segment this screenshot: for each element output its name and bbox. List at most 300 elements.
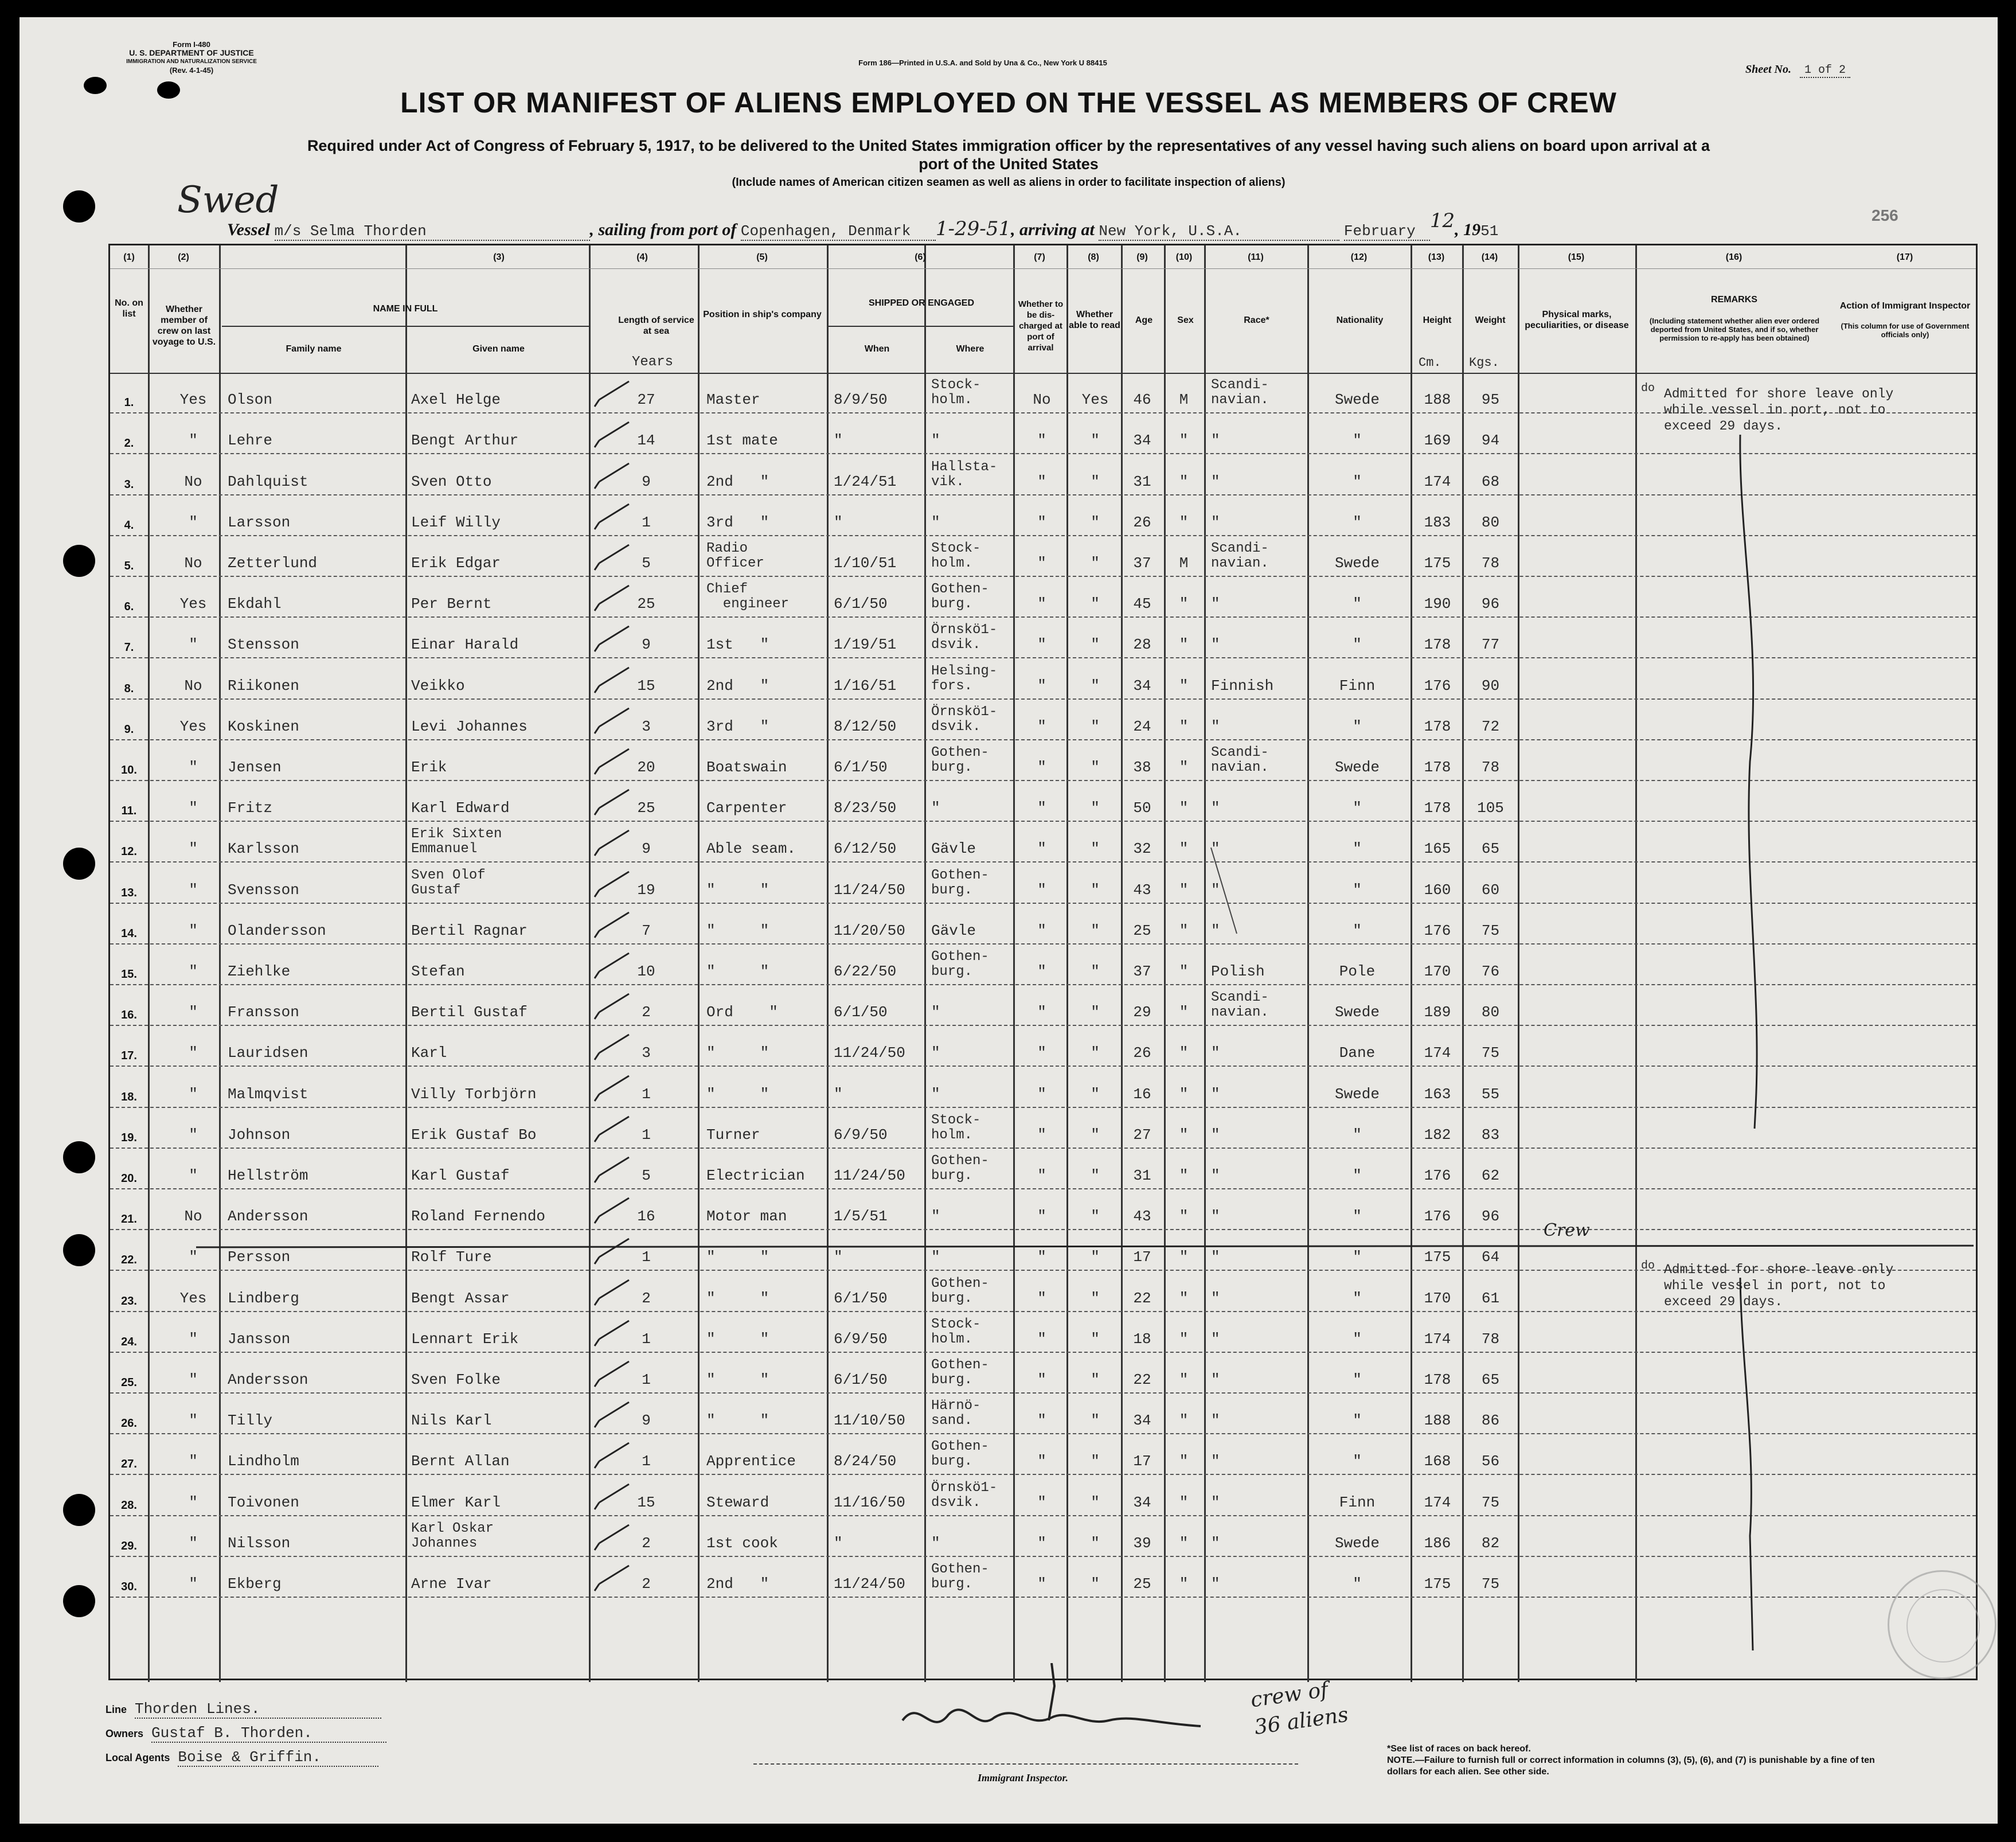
cell-race: Scandi- navian. (1211, 990, 1269, 1021)
cell-sex: " (1179, 799, 1189, 817)
cell-weight: 55 (1481, 1085, 1500, 1103)
cell-disch: " (1037, 473, 1046, 490)
cell-prev: " (189, 513, 198, 531)
cell-height: 176 (1424, 677, 1451, 694)
cell-family: Ziehlke (228, 962, 291, 980)
printer-note: Form 186—Printed in U.S.A. and Sold by Una & Co., New York U 88415 (858, 58, 1107, 67)
subtitle-note: (Include names of American citizen seamen as well as aliens in order to facilitate inspection of aliens) (732, 176, 1286, 189)
cell-position: Able seam. (706, 840, 796, 858)
column-15-handwriting: Crew (1544, 1220, 1590, 1240)
cell-height: 178 (1424, 636, 1451, 654)
arriving-value: New York, U.S.A. (1099, 223, 1339, 241)
cell-when: " (834, 1248, 843, 1266)
column-number: (9) (1136, 252, 1148, 262)
cell-given: Villy Torbjörn (411, 1085, 537, 1103)
cell-where: " (931, 1004, 940, 1021)
cell-nat: " (1353, 1166, 1362, 1184)
header-name-in-full: NAME IN FULL (373, 303, 438, 314)
cell-position: 3rd " (706, 513, 769, 531)
cell-read: " (1091, 595, 1100, 613)
row-number: 23. (121, 1294, 137, 1308)
cell-height: 169 (1424, 432, 1451, 450)
column-number: (8) (1088, 252, 1099, 262)
cell-when: 8/24/50 (834, 1453, 897, 1470)
cell-prev: " (189, 432, 198, 450)
cell-height: 183 (1424, 513, 1451, 531)
cell-read: " (1091, 1493, 1100, 1511)
cell-position: " " (706, 1330, 769, 1348)
cell-years: 25 (637, 595, 655, 613)
cell-years: 3 (642, 717, 651, 735)
cell-years: 20 (637, 758, 655, 776)
cell-height: 170 (1424, 1289, 1451, 1307)
cell-where: Stock- holm. (931, 540, 981, 571)
cell-height: 188 (1424, 391, 1451, 409)
cell-race: " (1211, 717, 1220, 735)
cell-read: " (1091, 554, 1100, 572)
cell-where: Gävle (931, 922, 976, 939)
cell-years: 1 (642, 1248, 651, 1266)
cell-family: Fransson (228, 1004, 299, 1021)
cell-read: " (1091, 962, 1100, 980)
row-number: 6. (124, 600, 134, 614)
cell-prev: No (184, 677, 202, 694)
cell-race: " (1211, 1493, 1220, 1511)
cell-sex: " (1179, 595, 1189, 613)
cell-race: " (1211, 1412, 1220, 1430)
cell-given: Elmer Karl (411, 1493, 501, 1511)
cell-age: 37 (1133, 962, 1151, 980)
cell-age: 46 (1133, 391, 1151, 409)
cell-nat: " (1353, 473, 1362, 490)
cell-disch: " (1037, 1004, 1046, 1021)
cell-nat: " (1353, 1248, 1362, 1266)
cell-weight: 78 (1481, 758, 1500, 776)
subtitle-line-2: port of the United States (919, 155, 1099, 173)
cell-sex: " (1179, 717, 1189, 735)
cell-when: " (834, 1534, 843, 1552)
cell-age: 29 (1133, 1004, 1151, 1021)
inspector-signature (880, 1663, 1247, 1761)
punch-hole (63, 1494, 95, 1526)
cell-height: 165 (1424, 840, 1451, 858)
agents-value: Boise & Griffin. (178, 1749, 378, 1767)
cell-family: Nilsson (228, 1534, 291, 1552)
cell-disch: " (1037, 554, 1046, 572)
cell-nat: " (1353, 636, 1362, 654)
cell-family: Jansson (228, 1330, 291, 1348)
cell-weight: 105 (1477, 799, 1504, 817)
cell-family: Koskinen (228, 717, 299, 735)
cell-position: Electrician (706, 1166, 805, 1184)
cell-position: Carpenter (706, 799, 787, 817)
cell-height: 174 (1424, 473, 1451, 490)
cell-weight: 95 (1481, 391, 1500, 409)
cell-position: 2nd " (706, 473, 769, 490)
sheet-label: Sheet No. (1745, 63, 1791, 76)
cell-prev: " (189, 799, 198, 817)
cell-nat: Swede (1334, 758, 1380, 776)
cell-disch: " (1037, 636, 1046, 654)
cell-sex: " (1179, 636, 1189, 654)
header-family-name: Family name (286, 344, 342, 354)
manifest-sheet (19, 17, 1998, 1824)
cell-disch: " (1037, 1493, 1046, 1511)
cell-race: " (1211, 1208, 1220, 1226)
cell-age: 45 (1133, 595, 1151, 613)
cell-weight: 78 (1481, 554, 1500, 572)
cell-height: 176 (1424, 1208, 1451, 1226)
cell-when: 11/24/50 (834, 1166, 905, 1184)
row-number: 26. (121, 1417, 137, 1430)
cell-disch: " (1037, 677, 1046, 694)
cell-weight: 90 (1481, 677, 1500, 694)
subtitle-line-1: Required under Act of Congress of February 5, 1917, to be delivered to the United States immigration officer by the representatives of any vessel having such aliens on board upon arrival at a (307, 137, 1710, 154)
cell-given: Sven Folke (411, 1371, 501, 1388)
cell-given: Sven Olof Gustaf (411, 867, 486, 898)
cell-when: 6/1/50 (834, 1289, 888, 1307)
cell-height: 178 (1424, 717, 1451, 735)
cell-sex: " (1179, 473, 1189, 490)
cell-sex: " (1179, 513, 1189, 531)
cell-weight: 82 (1481, 1534, 1500, 1552)
cell-race: " (1211, 1166, 1220, 1184)
cell-when: 11/16/50 (834, 1493, 905, 1511)
cell-race: " (1211, 636, 1220, 654)
cell-given: Karl (411, 1044, 447, 1062)
cell-disch: " (1037, 799, 1046, 817)
cell-family: Johnson (228, 1126, 291, 1144)
sailing-value: Copenhagen, Denmark (741, 223, 936, 241)
cell-weight: 96 (1481, 1208, 1500, 1226)
cell-weight: 68 (1481, 473, 1500, 490)
cell-age: 31 (1133, 473, 1151, 490)
cell-nat: Dane (1339, 1044, 1376, 1062)
cell-nat: " (1353, 1289, 1362, 1307)
cell-height: 174 (1424, 1330, 1451, 1348)
cell-race: " (1211, 1248, 1220, 1266)
cell-where: Örnskö1- dsvik. (931, 1480, 998, 1511)
cell-position: Boatswain (706, 758, 787, 776)
cell-nat: Swede (1334, 1085, 1380, 1103)
cell-read: " (1091, 799, 1100, 817)
cell-family: Zetterlund (228, 554, 318, 572)
cell-position: 2nd " (706, 677, 769, 694)
cell-read: " (1091, 1208, 1100, 1226)
cell-given: Bernt Allan (411, 1453, 510, 1470)
cell-age: 34 (1133, 432, 1151, 450)
cell-years: 5 (642, 1166, 651, 1184)
cell-weight: 56 (1481, 1453, 1500, 1470)
cell-prev: " (189, 1453, 198, 1470)
cell-where: Örnskö1- dsvik. (931, 704, 998, 735)
cell-read: " (1091, 1248, 1100, 1266)
cell-when: 1/16/51 (834, 677, 897, 694)
cell-race: " (1211, 881, 1220, 899)
header-prev-voyage: Whether member of crew on last voyage to U.S. (152, 305, 216, 347)
cell-given: Bengt Assar (411, 1289, 510, 1307)
cell-sex: " (1179, 1004, 1189, 1021)
cell-read: " (1091, 1412, 1100, 1430)
cell-family: Andersson (228, 1208, 308, 1226)
arriving-label: , arriving at (1011, 220, 1095, 239)
cell-years: 5 (642, 554, 651, 572)
sheet-number (1745, 63, 1850, 77)
cell-position: 1st " (706, 636, 769, 654)
row-number: 28. (121, 1498, 137, 1512)
note-text: —Failure to furnish full or correct information in columns (3), (5), (6), and (7) is punishable by a fine of ten dollars for each alien. See other side. (1387, 1755, 1875, 1777)
cell-sex: " (1179, 1166, 1189, 1184)
cell-years: 2 (642, 1004, 651, 1021)
cell-when: 8/23/50 (834, 799, 897, 817)
cell-disch: " (1037, 1044, 1046, 1062)
cell-weight: 80 (1481, 1004, 1500, 1021)
cell-race: " (1211, 1289, 1220, 1307)
cell-disch: " (1037, 1534, 1046, 1552)
footer-left (106, 1700, 736, 1773)
cell-disch: " (1037, 1412, 1046, 1430)
cell-disch: No (1033, 391, 1051, 409)
header-when: When (864, 344, 890, 354)
cell-position: " " (706, 962, 769, 980)
cell-prev: " (189, 840, 198, 858)
cell-weight: 96 (1481, 595, 1500, 613)
cell-where: " (931, 513, 940, 531)
cell-position: 1st mate (706, 432, 778, 450)
cell-read: " (1091, 1004, 1100, 1021)
cell-disch: " (1037, 1289, 1046, 1307)
cell-sex: " (1179, 1412, 1189, 1430)
cell-read: " (1091, 1166, 1100, 1184)
cell-position: Steward (706, 1493, 769, 1511)
cell-weight: 75 (1481, 1493, 1500, 1511)
header-race: Race* (1244, 315, 1269, 325)
row-number: 11. (121, 805, 137, 818)
cell-height: 170 (1424, 962, 1451, 980)
cell-where: Gothen- burg. (931, 1153, 989, 1184)
cell-read: " (1091, 1453, 1100, 1470)
column-number: (6) (915, 252, 926, 262)
column-number: (12) (1350, 252, 1368, 262)
vessel-label: Vessel (227, 220, 270, 239)
cell-read: " (1091, 840, 1100, 858)
cell-where: Örnskö1- dsvik. (931, 622, 998, 653)
cell-prev: " (189, 1412, 198, 1430)
sheet-value: 1 of 2 (1800, 64, 1850, 78)
cell-race: Polish (1211, 962, 1265, 980)
cell-given: Roland Fernendo (411, 1208, 546, 1226)
line-value: Thorden Lines. (135, 1700, 381, 1719)
row-number: 27. (121, 1458, 137, 1471)
header-physical-marks: Physical marks, peculiarities, or disease (1525, 310, 1629, 330)
cell-age: 22 (1133, 1371, 1151, 1388)
stamp-number: 256 (1872, 206, 1898, 224)
cell-disch: " (1037, 717, 1046, 735)
date-hand: 12 (1429, 209, 1455, 232)
cell-disch: " (1037, 1208, 1046, 1226)
cell-height: 178 (1424, 1371, 1451, 1388)
header-no-on-list: No. on list (115, 298, 143, 319)
cell-prev: No (184, 473, 202, 490)
cell-height: 186 (1424, 1534, 1451, 1552)
row-number: 9. (124, 723, 134, 736)
cell-family: Persson (228, 1248, 291, 1266)
column-number: (16) (1725, 252, 1742, 262)
cell-when: 6/9/50 (834, 1330, 888, 1348)
header-action-note: (This column for use of Government officials only) (1841, 322, 1970, 339)
cell-weight: 72 (1481, 717, 1500, 735)
cell-given: Lennart Erik (411, 1330, 519, 1348)
row-number: 21. (121, 1213, 137, 1226)
cell-weight: 75 (1481, 922, 1500, 939)
cell-prev: " (189, 1126, 198, 1144)
row-number: 5. (124, 559, 134, 572)
row-number: 12. (121, 845, 137, 858)
cell-age: 50 (1133, 799, 1151, 817)
cell-family: Tilly (228, 1412, 273, 1430)
cell-when: 1/10/51 (834, 554, 897, 572)
cell-nat: " (1353, 513, 1362, 531)
cell-height: 175 (1424, 1575, 1451, 1593)
cell-given: Leif Willy (411, 513, 501, 531)
inspector-label: Immigrant Inspector. (977, 1772, 1069, 1784)
date-value: February (1344, 223, 1430, 241)
cell-family: Lindholm (228, 1453, 299, 1470)
cell-age: 17 (1133, 1248, 1151, 1266)
header-position: Position in ship's company (703, 309, 822, 319)
cell-where: " (931, 1534, 940, 1552)
cell-race: " (1211, 1085, 1220, 1103)
row-number: 1. (124, 396, 134, 409)
column-number: (17) (1896, 252, 1913, 262)
cell-sex: " (1179, 1330, 1189, 1348)
cell-position: 2nd " (706, 1575, 769, 1593)
cell-weight: 75 (1481, 1575, 1500, 1593)
vessel-line (227, 209, 1787, 238)
cell-prev: Yes (179, 1289, 207, 1307)
subtitle (123, 136, 1894, 192)
cell-family: Ekdahl (228, 595, 282, 613)
cell-height: 175 (1424, 1248, 1451, 1266)
cell-position: Turner (706, 1126, 760, 1144)
cell-height: 182 (1424, 1126, 1451, 1144)
cell-when: 6/1/50 (834, 1004, 888, 1021)
cell-race: " (1211, 922, 1220, 939)
row-number: 20. (121, 1172, 137, 1185)
cell-family: Lehre (228, 432, 273, 450)
cell-race: " (1211, 1534, 1220, 1552)
cell-years: 2 (642, 1534, 651, 1552)
cell-read: " (1091, 758, 1100, 776)
cell-position: " " (706, 1085, 769, 1103)
cell-sex: " (1179, 432, 1189, 450)
year-value: 51 (1480, 223, 1499, 240)
cell-height: 176 (1424, 922, 1451, 939)
cell-when: 6/1/50 (834, 595, 888, 613)
cell-family: Malmqvist (228, 1085, 308, 1103)
remarks-2: Admitted for shore leave only while vessel in port, not to exceed 29 days. (1664, 1262, 1894, 1309)
cell-where: " (931, 799, 940, 817)
cell-position: Ord " (706, 1004, 778, 1021)
row-number: 25. (121, 1376, 137, 1389)
cell-years: 10 (637, 962, 655, 980)
cell-sex: " (1179, 840, 1189, 858)
cell-years: 14 (637, 432, 655, 450)
cell-weight: 80 (1481, 513, 1500, 531)
cell-age: 28 (1133, 636, 1151, 654)
cell-sex: " (1179, 1534, 1189, 1552)
remarks-1: Admitted for shore leave only while vessel in port, not to exceed 29 days. (1664, 387, 1894, 434)
cell-race: " (1211, 473, 1220, 490)
cell-prev: " (189, 1330, 198, 1348)
cell-weight: 86 (1481, 1412, 1500, 1430)
cell-sex: " (1179, 1126, 1189, 1144)
cell-prev: " (189, 962, 198, 980)
header-height: Height (1423, 315, 1452, 325)
cell-family: Fritz (228, 799, 273, 817)
cell-height: 163 (1424, 1085, 1451, 1103)
cell-family: Riikonen (228, 677, 299, 694)
cell-given: Arne Ivar (411, 1575, 492, 1593)
cell-family: Jensen (228, 758, 282, 776)
column-number: (13) (1428, 252, 1445, 262)
cell-disch: " (1037, 840, 1046, 858)
cell-race: " (1211, 1044, 1220, 1062)
cell-nat: " (1353, 717, 1362, 735)
cell-prev: Yes (179, 717, 207, 735)
cell-race: " (1211, 1575, 1220, 1593)
cell-family: Karlsson (228, 840, 299, 858)
cell-family: Lindberg (228, 1289, 299, 1307)
row-number: 17. (121, 1049, 137, 1063)
row-number: 7. (124, 641, 134, 654)
cell-age: 32 (1133, 840, 1151, 858)
footer-notes (1387, 1743, 1880, 1778)
cell-race: Scandi- navian. (1211, 744, 1269, 775)
cell-when: 8/9/50 (834, 391, 888, 409)
cell-read: " (1091, 1371, 1100, 1388)
punch-hole (63, 545, 95, 577)
inspector-line (753, 1763, 1298, 1765)
cell-family: Stensson (228, 636, 299, 654)
cell-sex: " (1179, 1575, 1189, 1593)
cell-position: " " (706, 881, 769, 899)
cell-prev: " (189, 1248, 198, 1266)
cell-disch: " (1037, 1371, 1046, 1388)
cell-years: 19 (637, 881, 655, 899)
header-nationality: Nationality (1336, 315, 1384, 325)
cell-when: 6/1/50 (834, 758, 888, 776)
cell-prev: " (189, 1493, 198, 1511)
cell-position: 3rd " (706, 717, 769, 735)
ditto-line-remarks (1740, 435, 1757, 1129)
cell-position: Radio Officer (706, 540, 764, 571)
cell-family: Andersson (228, 1371, 308, 1388)
year-prefix: , 19 (1455, 220, 1481, 239)
cell-given: Karl Edward (411, 799, 510, 817)
vessel-value: m/s Selma Thorden (275, 223, 590, 241)
cell-when: 11/20/50 (834, 922, 905, 939)
cell-when: 11/24/50 (834, 1575, 905, 1593)
cell-race: " (1211, 1126, 1220, 1144)
cell-age: 37 (1133, 554, 1151, 572)
row-number: 2. (124, 437, 134, 450)
handwritten-swed: Swed (177, 179, 279, 221)
crew-table (108, 244, 1978, 1680)
cell-years: 1 (642, 1126, 651, 1144)
cell-race: " (1211, 513, 1220, 531)
handwritten-marks (110, 245, 1979, 1682)
